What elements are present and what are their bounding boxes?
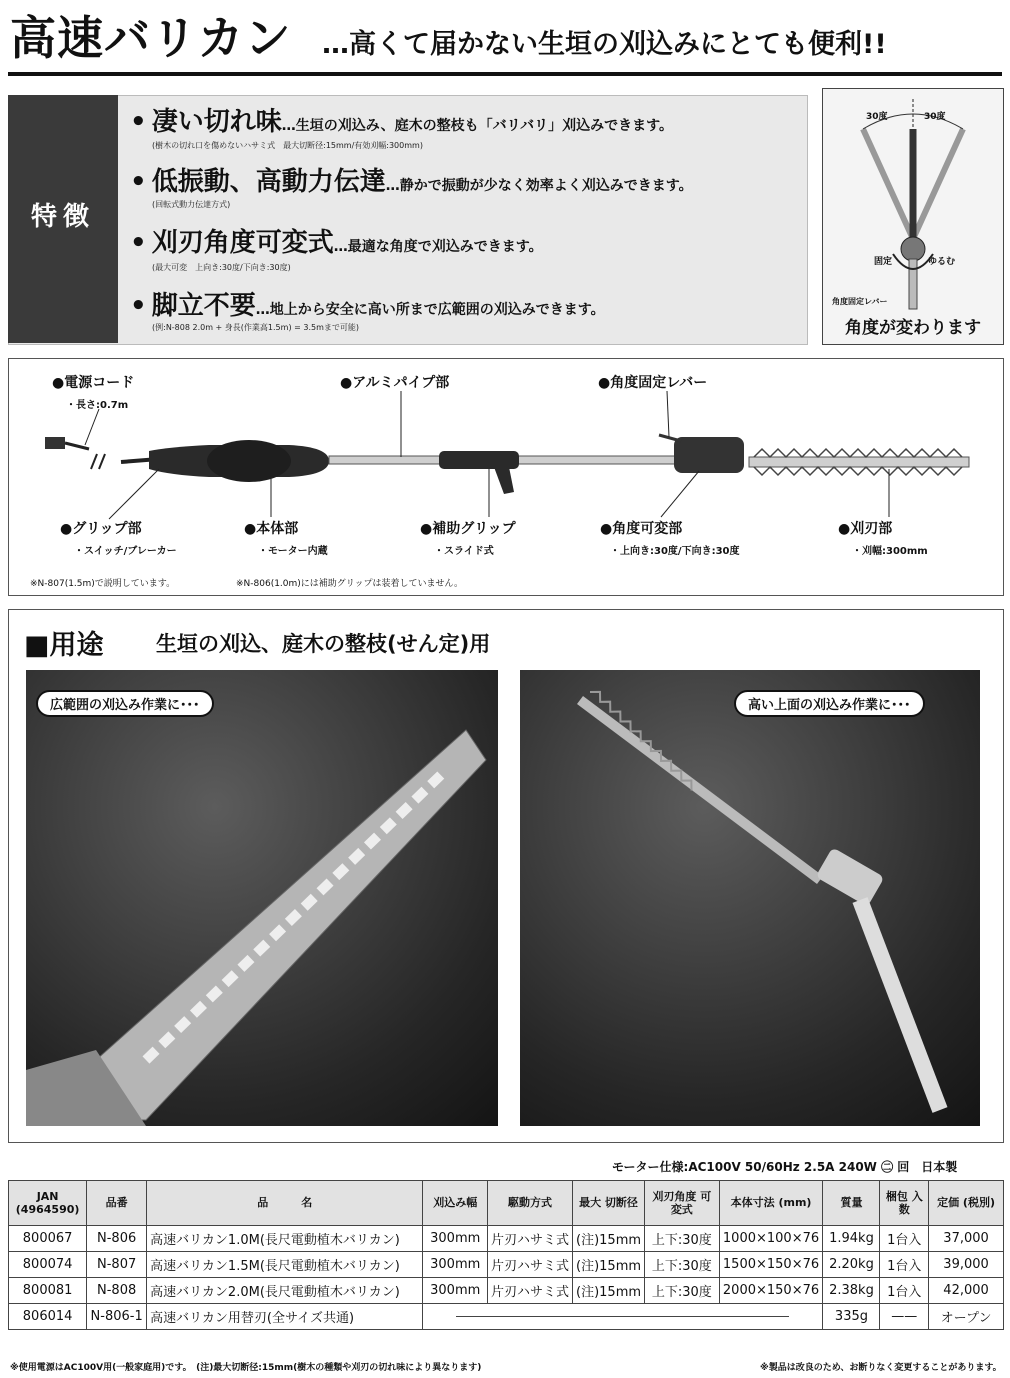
table-header: 梱包 入数 bbox=[880, 1181, 929, 1226]
feature-desc: …静かで振動が少なく効率よく刈込みできます。 bbox=[385, 178, 693, 194]
table-cell: 上下:30度 bbox=[645, 1252, 720, 1278]
table-cell: 高速バリカン1.0M(長尺電動植木バリカン) bbox=[147, 1226, 423, 1252]
table-header: JAN (4964590) bbox=[9, 1181, 87, 1226]
feature-head: 脚立不要 bbox=[151, 291, 256, 321]
table-cell: N-806 bbox=[87, 1226, 147, 1252]
footnote-left: ※使用電源はAC100V用(一般家庭用)です。 (注)最大切断径:15mm(樹木の種類や刈刃の切れ味により異なります) bbox=[10, 1363, 482, 1373]
table-cell: 上下:30度 bbox=[645, 1278, 720, 1304]
feature-desc: …生垣の刈込み、庭木の整枝も「バリバリ」刈込みできます。 bbox=[281, 118, 674, 134]
table-cell: N-806-1 bbox=[87, 1304, 147, 1330]
product-illustration bbox=[9, 359, 1001, 593]
table-header: 質量 bbox=[823, 1181, 880, 1226]
table-cell: (注)15mm bbox=[573, 1278, 645, 1304]
angle-variable-label: ●角度可変部 bbox=[600, 521, 683, 537]
table-cell: 片刃ハサミ式 bbox=[488, 1252, 573, 1278]
table-header: 品番 bbox=[87, 1181, 147, 1226]
feature-note: (回転式動力伝達方式) bbox=[152, 200, 231, 209]
feature-desc: …地上から安全に高い所まで広範囲の刈込みできます。 bbox=[255, 302, 605, 318]
feature-item-1 bbox=[130, 101, 673, 138]
table-cell: 1500×150×76 bbox=[719, 1252, 823, 1278]
feature-item-2 bbox=[130, 161, 693, 198]
angle-caption: 角度が変わります bbox=[845, 318, 981, 338]
table-cell: —— bbox=[880, 1304, 929, 1330]
table-header-row bbox=[9, 1181, 1004, 1226]
features-label: 特徴 bbox=[30, 202, 95, 232]
feature-note: (最大可変 上向き:30度/下向き:30度) bbox=[152, 263, 291, 272]
feature-note: (樹木の切れ口を傷めないハサミ式 最大切断径:15mm/有効刈幅:300mm) bbox=[152, 141, 423, 150]
table-cell: 2.38kg bbox=[823, 1278, 880, 1304]
table-cell: オープン bbox=[929, 1304, 1004, 1330]
table-cell: (注)15mm bbox=[573, 1252, 645, 1278]
table-header: 最大 切断径 bbox=[573, 1181, 645, 1226]
table-cell: 2.20kg bbox=[823, 1252, 880, 1278]
blade-label: ●刈刃部 bbox=[838, 521, 893, 537]
angle-diagram-illustration bbox=[823, 89, 1003, 311]
footnote-right: ※製品は改良のため、お断りなく変更することがあります。 bbox=[760, 1363, 1002, 1373]
table-cell: 806014 bbox=[9, 1304, 87, 1330]
feature-bullet: • bbox=[130, 107, 147, 137]
feature-bullet: • bbox=[130, 291, 147, 321]
feature-desc: …最適な角度で刈込みできます。 bbox=[333, 239, 543, 255]
lever-label: 角度固定レバー bbox=[832, 297, 888, 306]
angle-left-label: 30度 bbox=[866, 112, 888, 122]
table-header: 刈刃角度 可変式 bbox=[645, 1181, 720, 1226]
feature-head: 凄い切れ味 bbox=[151, 107, 282, 137]
usage-photo-wide-caption: 広範囲の刈込み作業に･･･ bbox=[36, 690, 214, 717]
page-title: 高速バリカン bbox=[10, 11, 292, 65]
table-header: 定価 (税別) bbox=[929, 1181, 1004, 1226]
table-cell: 上下:30度 bbox=[645, 1226, 720, 1252]
grip-label: ●グリップ部 bbox=[60, 521, 142, 537]
parts-note-2: ※N-806(1.0m)には補助グリップは装着していません。 bbox=[236, 579, 463, 589]
table-header: 駆動方式 bbox=[488, 1181, 573, 1226]
page-subtitle: …高くて届かない生垣の刈込みにとても便利!! bbox=[322, 29, 887, 60]
header-divider bbox=[8, 72, 1002, 76]
feature-head: 低振動、高動力伝達 bbox=[151, 167, 386, 197]
table-cell: 300mm bbox=[423, 1226, 488, 1252]
usage-photo-wide bbox=[26, 670, 498, 1126]
table-row bbox=[9, 1252, 1004, 1278]
table-cell: 800074 bbox=[9, 1252, 87, 1278]
aluminum-pipe-label: ●アルミパイプ部 bbox=[340, 375, 450, 391]
feature-item-3 bbox=[130, 222, 543, 259]
table-cell: 37,000 bbox=[929, 1226, 1004, 1252]
table-cell: N-807 bbox=[87, 1252, 147, 1278]
table-header: 刈込み幅 bbox=[423, 1181, 488, 1226]
table-cell: 高速バリカン2.0M(長尺電動植木バリカン) bbox=[147, 1278, 423, 1304]
grip-sub: ・スイッチ/ブレーカー bbox=[74, 546, 177, 557]
body-label: ●本体部 bbox=[244, 521, 299, 537]
table-cell: 高速バリカン用替刃(全サイズ共通) bbox=[147, 1304, 423, 1330]
parts-note-1: ※N-807(1.5m)で説明しています。 bbox=[30, 579, 176, 589]
table-cell: (注)15mm bbox=[573, 1226, 645, 1252]
table-cell: 高速バリカン1.5M(長尺電動植木バリカン) bbox=[147, 1252, 423, 1278]
table-row bbox=[9, 1304, 1004, 1330]
feature-bullet: • bbox=[130, 228, 147, 258]
power-cord-label: ●電源コード bbox=[52, 375, 135, 391]
table-cell: 42,000 bbox=[929, 1278, 1004, 1304]
blade-sub: ・刈幅:300mm bbox=[852, 546, 928, 557]
table-cell-empty bbox=[423, 1304, 823, 1330]
table-cell: 片刃ハサミ式 bbox=[488, 1278, 573, 1304]
spec-table bbox=[8, 1180, 1004, 1330]
table-cell: 800081 bbox=[9, 1278, 87, 1304]
table-cell: 39,000 bbox=[929, 1252, 1004, 1278]
aux-grip-label: ●補助グリップ bbox=[420, 521, 516, 537]
body-sub: ・モーター内蔵 bbox=[258, 546, 328, 557]
fix-label: 固定 bbox=[874, 257, 893, 267]
loosen-label: ゆるむ bbox=[928, 257, 956, 267]
angle-variable-sub: ・上向き:30度/下向き:30度 bbox=[610, 546, 740, 557]
usage-photo-high bbox=[520, 670, 980, 1126]
usage-description: 生垣の刈込、庭木の整枝(せん定)用 bbox=[156, 632, 491, 656]
table-cell: 片刃ハサミ式 bbox=[488, 1226, 573, 1252]
table-cell: 335g bbox=[823, 1304, 880, 1330]
motor-spec: モーター仕様:AC100V 50/60Hz 2.5A 240W ㊁ 回 日本製 bbox=[612, 1160, 958, 1174]
table-cell: 1台入 bbox=[880, 1278, 929, 1304]
table-cell: 1000×100×76 bbox=[719, 1226, 823, 1252]
table-cell: 800067 bbox=[9, 1226, 87, 1252]
table-cell: 1台入 bbox=[880, 1226, 929, 1252]
angle-lever-label: ●角度固定レバー bbox=[598, 375, 708, 391]
angle-right-label: 30度 bbox=[924, 112, 946, 122]
table-cell: 300mm bbox=[423, 1278, 488, 1304]
power-cord-sub: ・長さ:0.7m bbox=[66, 400, 129, 411]
feature-note: (例:N-808 2.0m + 身長(作業高1.5m) = 3.5mまで可能) bbox=[152, 323, 359, 332]
table-header: 本体寸法 (mm) bbox=[719, 1181, 823, 1226]
table-cell: 1.94kg bbox=[823, 1226, 880, 1252]
feature-bullet: • bbox=[130, 167, 147, 197]
usage-heading: ■用途 bbox=[24, 630, 104, 661]
table-cell: 1台入 bbox=[880, 1252, 929, 1278]
feature-item-4 bbox=[130, 285, 605, 322]
feature-head: 刈刃角度可変式 bbox=[151, 228, 334, 258]
table-header: 品 名 bbox=[147, 1181, 423, 1226]
table-cell: 2000×150×76 bbox=[719, 1278, 823, 1304]
table-cell: N-808 bbox=[87, 1278, 147, 1304]
table-row bbox=[9, 1226, 1004, 1252]
table-cell: 300mm bbox=[423, 1252, 488, 1278]
aux-grip-sub: ・スライド式 bbox=[434, 546, 494, 557]
usage-photo-high-caption: 高い上面の刈込み作業に･･･ bbox=[734, 690, 925, 717]
table-row bbox=[9, 1278, 1004, 1304]
